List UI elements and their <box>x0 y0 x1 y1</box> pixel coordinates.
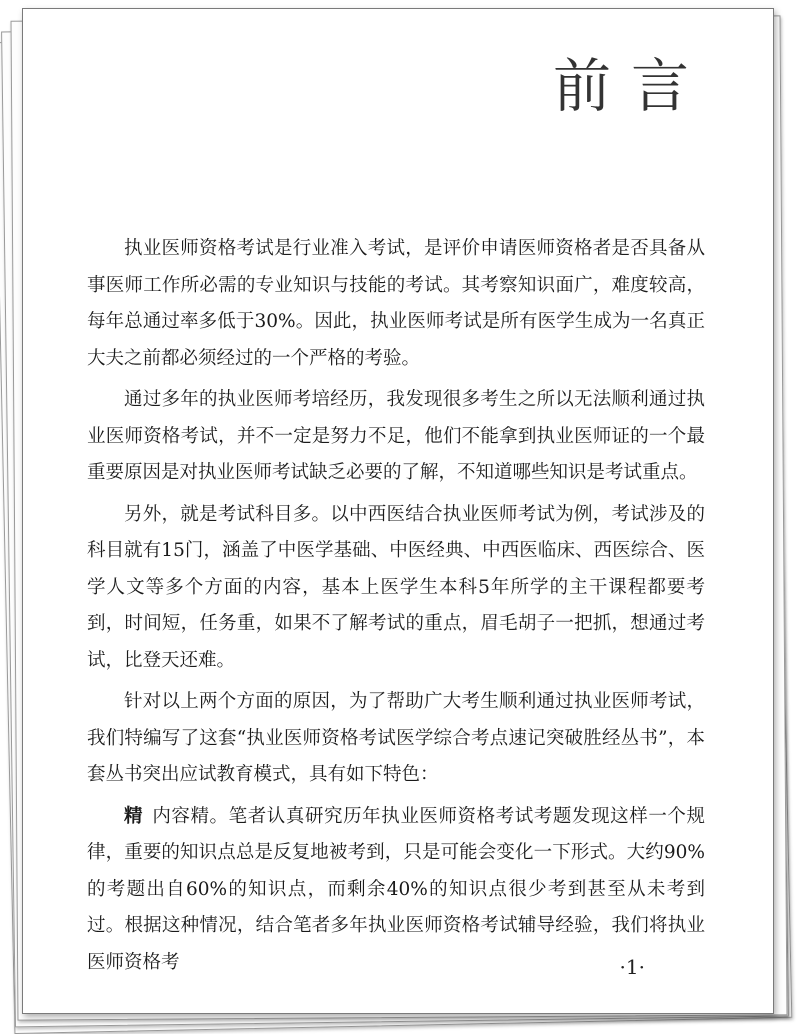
body-text <box>87 231 705 986</box>
paragraph: 针对以上两个方面的原因，为了帮助广大考生顺利通过执业医师考试，我们特编写了这套“执业医师资格考试医学综合考点速记突破胜经丛书”，本套丛书突出应试教育模式，具有如下特色： <box>87 691 705 785</box>
page-number: ·1· <box>619 955 645 979</box>
paragraph: 通过多年的执业医师考培经历，我发现很多考生之所以无法顺利通过执业医师资格考试，并不一定是努力不足，他们不能拿到执业医师证的一个最重要原因是对执业医师考试缺乏必要的了解，不知道哪些知识是考试重点。 <box>87 389 705 483</box>
paragraph: 执业医师资格考试是行业准入考试，是评价申请医师资格者是否具备从事医师工作所必需的专业知识与技能的考试。其考察知识面广，难度较高，每年总通过率多低于30%。因此，执业医师考试是所有医学生成为一名真正大夫之前都必须经过的一个严格的考验。 <box>87 238 705 369</box>
document-page <box>22 8 774 1014</box>
feature-paragraph <box>87 799 705 982</box>
feature-text: 内容精。笔者认真研究历年执业医师资格考试考题发现这样一个规律，重要的知识点总是反复地被考到，只是可能会变化一下形式。大约90%的考题出自60%的知识点，而剩余40%的知识点很少考到甚至从未考到过。根据这种情况，结合笔者多年执业医师资格考试辅导经验，我们将执业医师资格考 <box>87 805 705 973</box>
paragraph: 另外，就是考试科目多。以中西医结合执业医师考试为例，考试涉及的科目就有15门，涵盖了中医学基础、中医经典、中西医临床、西医综合、医学人文等多个方面的内容，基本上医学生本科5年所学的主干课程都要考到，时间短，任务重，如果不了解考试的重点，眉毛胡子一把抓，想通过考试，比登天还难。 <box>87 503 705 671</box>
page-title: 前言 <box>552 52 709 120</box>
feature-lead-word: 精 <box>124 805 153 827</box>
